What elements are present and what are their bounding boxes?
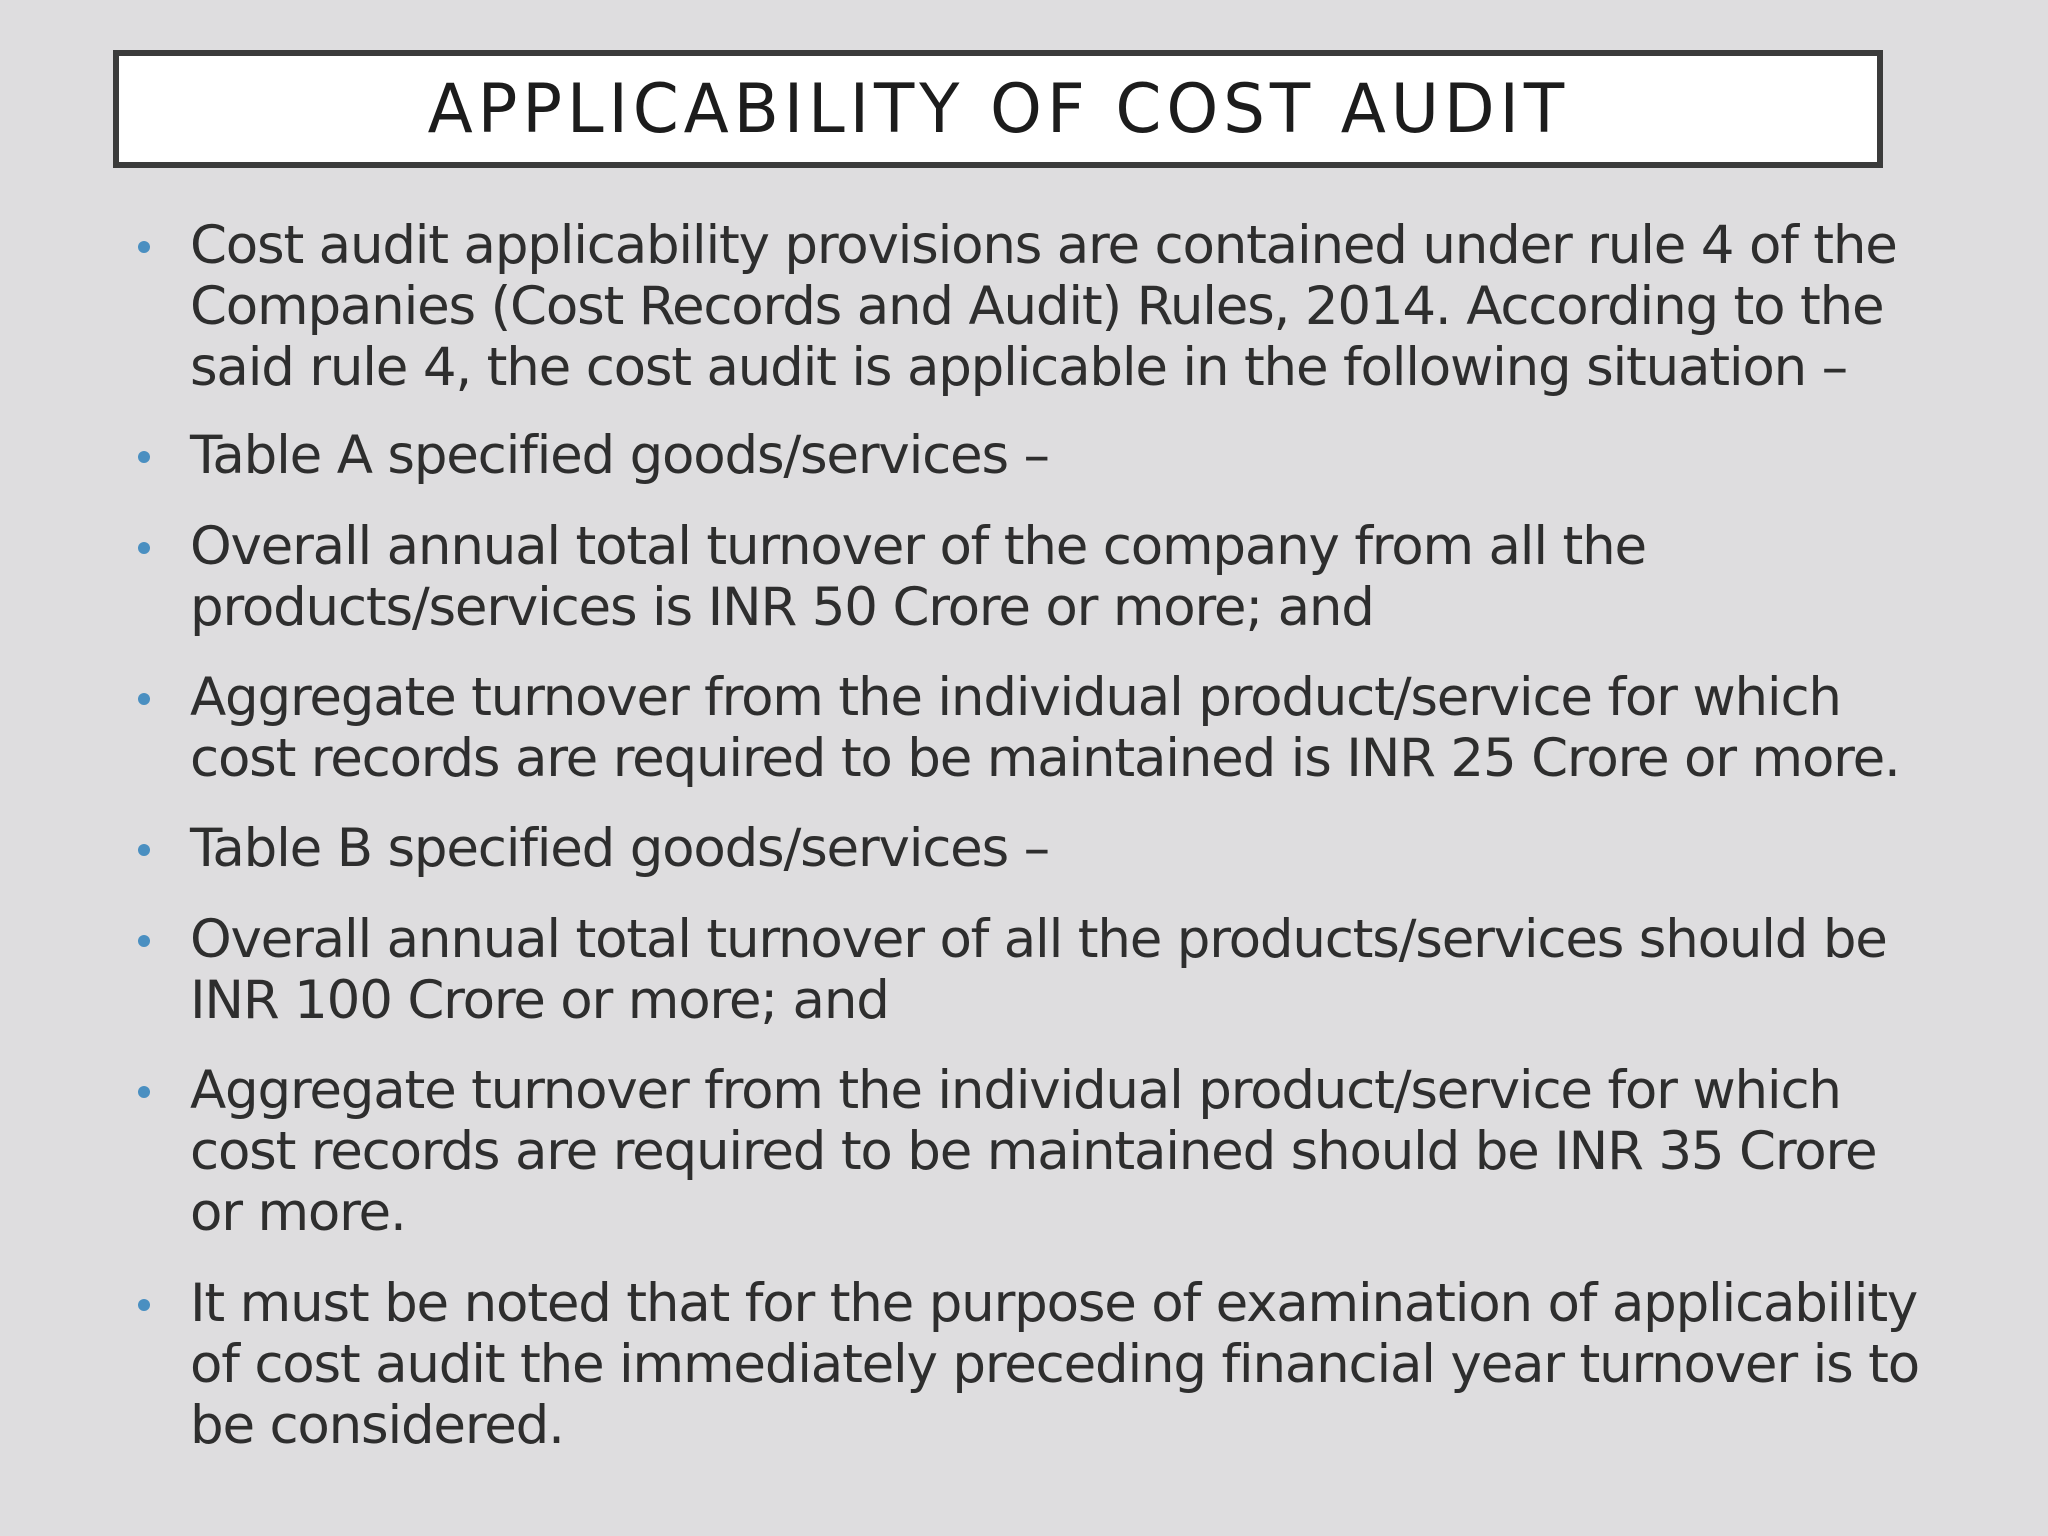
bullet-text: It must be noted that for the purpose of examination of applicability of cost audit the immediately preceding financial year turnover is to be considered. — [190, 1273, 1919, 1456]
bullet-dot-icon — [138, 935, 150, 947]
bullet-text: Overall annual total turnover of the company from all the products/services is INR 50 Crore or more; and — [190, 516, 1646, 638]
bullet-dot-icon — [138, 1299, 150, 1311]
bullet-text: Overall annual total turnover of all the products/services should be INR 100 Crore or more; and — [190, 909, 1887, 1031]
bullet-text: Aggregate turnover from the individual product/service for which cost records are required to be maintained should be INR 35 Crore or more. — [190, 1060, 1877, 1243]
bullet-text: Aggregate turnover from the individual product/service for which cost records are required to be maintained is INR 25 Crore or more. — [190, 667, 1900, 789]
bullet-text: Table A specified goods/services – — [190, 425, 1049, 486]
bullet-text: Table B specified goods/services – — [190, 818, 1049, 879]
bullet-dot-icon — [138, 693, 150, 705]
bullet-dot-icon — [138, 844, 150, 856]
bullet-dot-icon — [138, 451, 150, 463]
bullet-dot-icon — [138, 542, 150, 554]
bullet-dot-icon — [138, 241, 150, 253]
bullet-text: Cost audit applicability provisions are contained under rule 4 of the Companies (Cost Records and Audit) Rules, 2014. According to the said rule 4, the cost audit is applicable in the following situation – — [190, 215, 1897, 398]
bullet-dot-icon — [138, 1086, 150, 1098]
slide-title: APPLICABILITY OF COST AUDIT — [427, 69, 1569, 149]
